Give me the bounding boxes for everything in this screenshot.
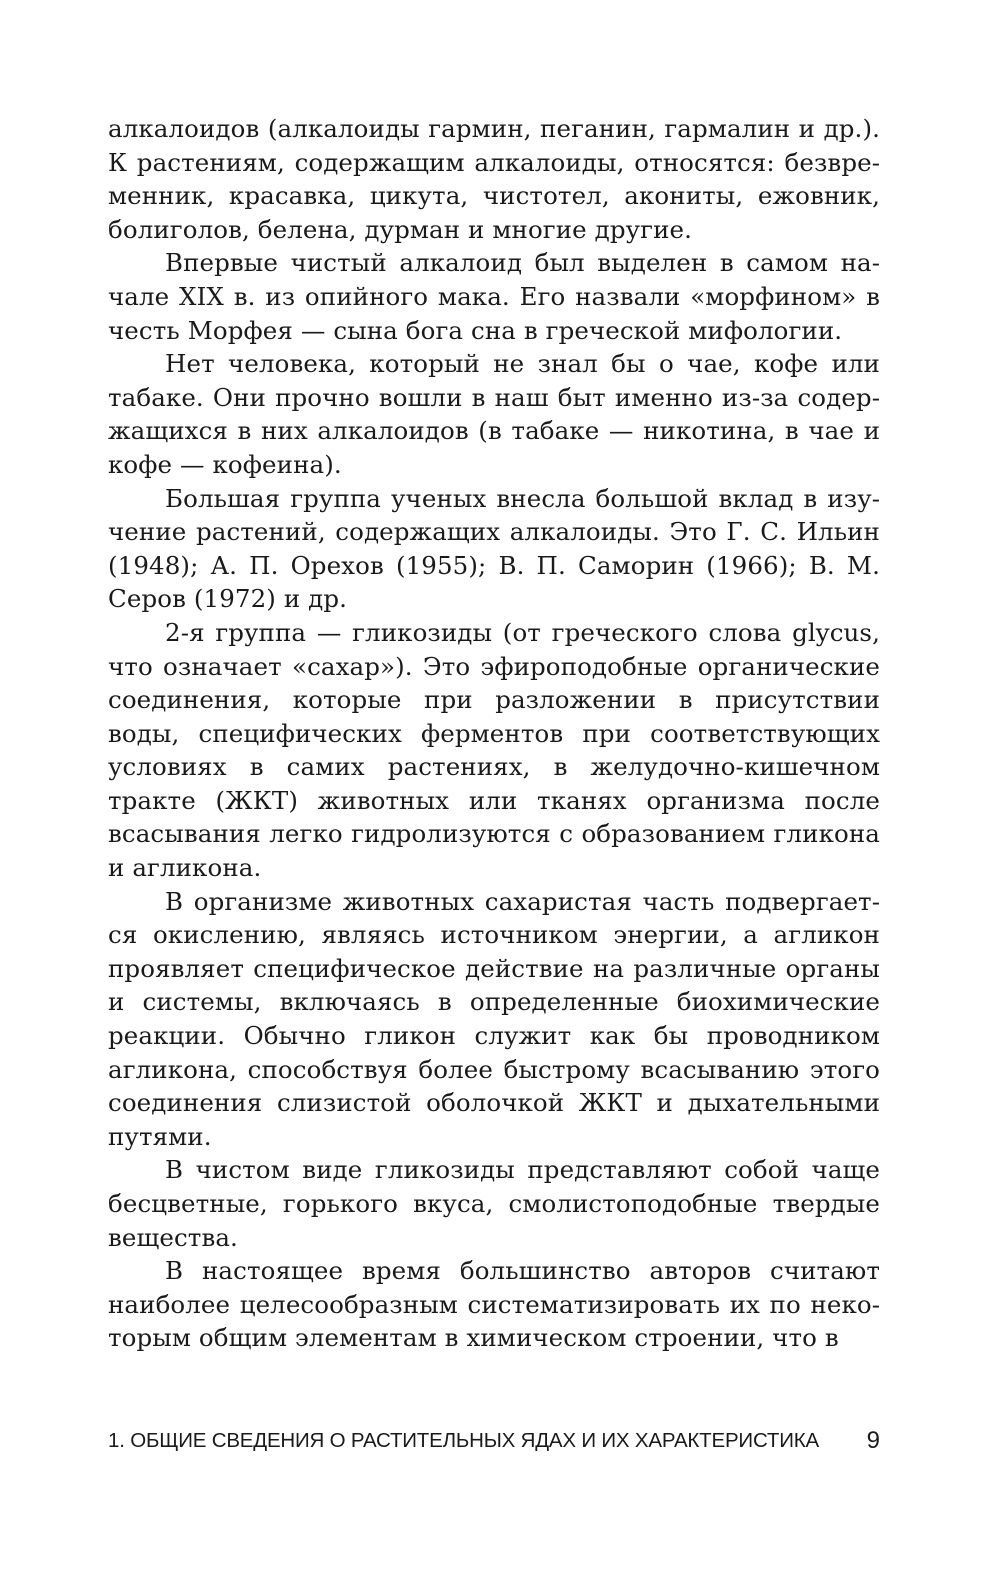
body-text bbox=[108, 112, 880, 1355]
paragraph: Большая группа ученых внесла большой вклад в изучение растений, содержащих алкалоиды. Это Г. С. Ильин (1948); А. П. Орехов (1955); В. П. Саморин (1966); В. М. Серов (1972) и др. bbox=[108, 483, 880, 614]
paragraph: В настоящее время большинство авторов считают наиболее целесообразным систематизировать их по некоторым общим элементам в химическом строении, что в bbox=[108, 1256, 880, 1353]
page-number: 9 bbox=[866, 1427, 880, 1454]
paragraph-continuation: алкалоидов (алкалоиды гармин, пеганин, гармалин и др.). К растениям, содержащим алкалоиды, относятся: безвременник, красавка, цикута, чистотел, акониты, ежовник, болиголов, белена, дурман и многие другие. bbox=[108, 114, 880, 244]
paragraph: 2-я группа — гликозиды (от греческого слова glycus, что означает «сахар»). Это эфироподобные органические соединения, которые при разложении в присутствии воды, специфических ферментов при соответствующих условиях в самих растениях, в желудочно-кишечном тракте (ЖКТ) животных или тканях организма после всасывания легко гидролизуются с образованием гликона и агликона. bbox=[108, 617, 880, 883]
paragraph: В чистом виде гликозиды представляют собой чаще бесцветные, горького вкуса, смолистоподобные твердые вещества. bbox=[108, 1155, 880, 1252]
paragraph: В организме животных сахаристая часть подвергается окислению, являясь источником энергии, а агликон проявляет специфическое действие на различные органы и системы, включаясь в определенные биохимические реакции. Обычно гликон служит как бы проводником агликона, способствуя более быстрому всасыванию этого соединения слизистой оболочкой ЖКТ и дыхательными путями. bbox=[108, 886, 880, 1151]
running-title: 1. ОБЩИЕ СВЕДЕНИЯ О РАСТИТЕЛЬНЫХ ЯДАХ И ИХ ХАРАКТЕРИСТИКА bbox=[108, 1429, 819, 1452]
paragraph: Впервые чистый алкалоид был выделен в самом начале XIX в. из опийного мака. Его назвали «морфином» в честь Морфея — сына бога сна в греческой мифологии. bbox=[108, 248, 880, 345]
paragraph: Нет человека, который не знал бы о чае, кофе или табаке. Они прочно вошли в наш быт именно из-за содержащихся в них алкалоидов (в табаке — никотина, в чае и кофе — кофеина). bbox=[108, 349, 880, 479]
page-footer bbox=[108, 1426, 880, 1456]
